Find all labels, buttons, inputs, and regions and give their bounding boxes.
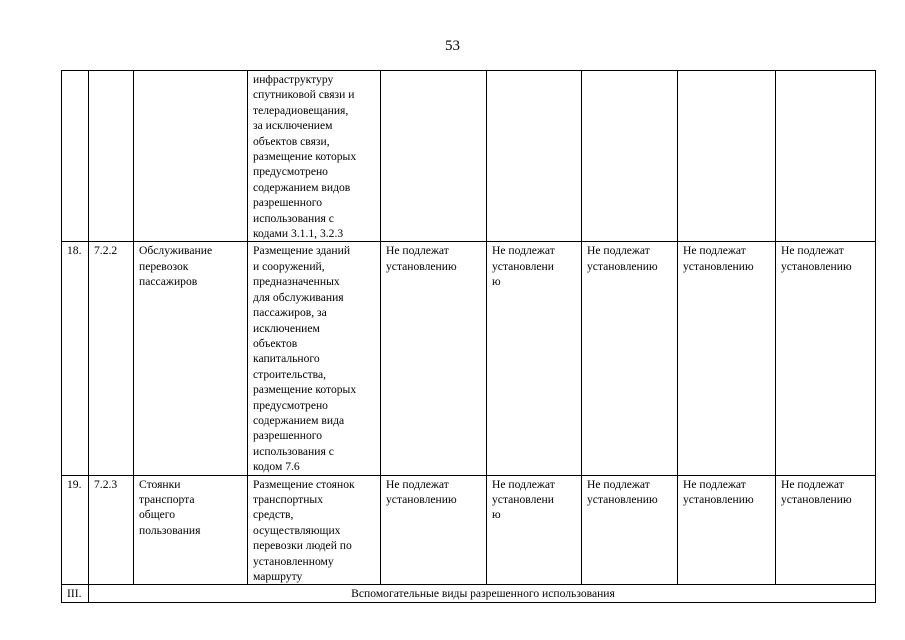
param-cell [678, 71, 776, 242]
param-cell: Не подлежат установлению [582, 475, 678, 585]
use-code: 7.2.2 [89, 242, 134, 475]
param-cell: Не подлежат установлени ю [487, 475, 582, 585]
table-row-18 [62, 242, 876, 475]
row-number: 18. [62, 242, 89, 475]
param-cell: Не подлежат установлению [776, 475, 876, 585]
use-name: Обслуживание перевозок пассажиров [134, 242, 248, 475]
param-cell: Не подлежат установлению [582, 242, 678, 475]
section-number: III. [62, 585, 89, 602]
use-description: Размещение зданий и сооружений, предназначенных для обслуживания пассажиров, за исключением объектов капитального строительства, размещение которых предусмотрено содержанием вида разрешенного использования с кодом 7.6 [248, 242, 381, 475]
param-cell: Не подлежат установлению [678, 475, 776, 585]
param-cell [381, 71, 487, 242]
param-cell [487, 71, 582, 242]
param-cell: Не подлежат установлению [776, 242, 876, 475]
section-title: Вспомогательные виды разрешенного использования [89, 585, 876, 602]
table-row-continuation [62, 71, 876, 242]
land-use-table [61, 70, 876, 603]
param-cell: Не подлежат установлению [678, 242, 776, 475]
param-cell [582, 71, 678, 242]
param-cell [776, 71, 876, 242]
table-row-19 [62, 475, 876, 585]
use-code [89, 71, 134, 242]
row-number: 19. [62, 475, 89, 585]
use-description: Размещение стоянок транспортных средств, осуществляющих перевозки людей по установленному маршруту [248, 475, 381, 585]
param-cell: Не подлежат установлению [381, 475, 487, 585]
use-name: Стоянки транспорта общего пользования [134, 475, 248, 585]
section-header-row [62, 585, 876, 602]
param-cell: Не подлежат установлению [381, 242, 487, 475]
row-number [62, 71, 89, 242]
use-code: 7.2.3 [89, 475, 134, 585]
use-description: инфраструктуру спутниковой связи и телерадиовещания, за исключением объектов связи, размещение которых предусмотрено содержанием видов разрешенного использования с кодами 3.1.1, 3.2.3 [248, 71, 381, 242]
use-name [134, 71, 248, 242]
param-cell: Не подлежат установлени ю [487, 242, 582, 475]
page-number: 53 [445, 38, 460, 54]
